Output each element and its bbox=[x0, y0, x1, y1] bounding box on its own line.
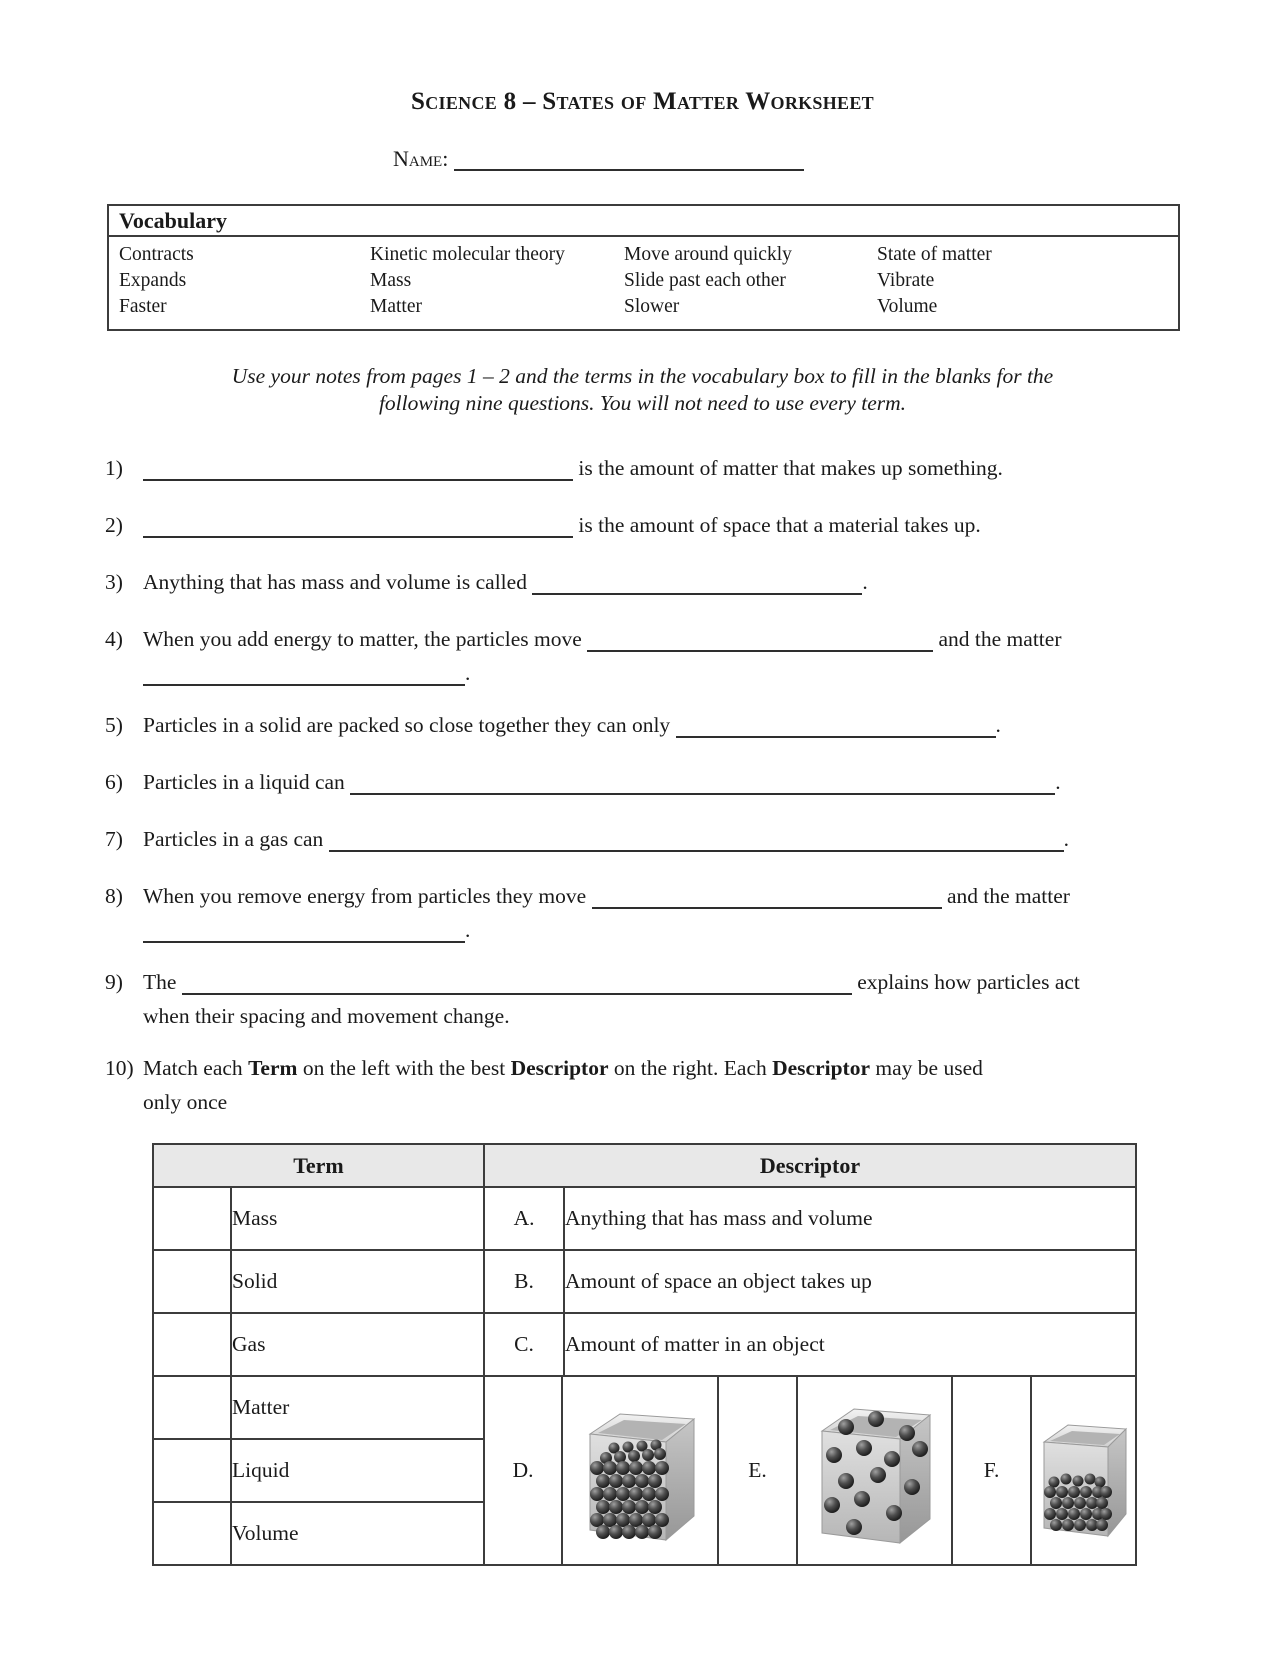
answer-blank bbox=[143, 512, 573, 538]
vocabulary-box bbox=[107, 204, 1180, 331]
question-text: is the amount of matter that makes up something. bbox=[578, 456, 1003, 480]
vocabulary-terms bbox=[109, 237, 1178, 329]
image-cell bbox=[563, 1377, 719, 1564]
question-text: Particles in a solid are packed so close together they can only bbox=[143, 713, 671, 737]
term-cell: Mass bbox=[231, 1187, 484, 1250]
question-9 bbox=[105, 965, 1180, 1033]
instructions-line: Use your notes from pages 1 – 2 and the terms in the vocabulary box to fill in the blanks for the bbox=[231, 364, 1054, 388]
answer-blank-cell bbox=[153, 1313, 231, 1376]
name-label: Name: bbox=[393, 146, 449, 171]
term-cell: Gas bbox=[231, 1313, 484, 1376]
worksheet-page bbox=[0, 88, 1280, 1566]
question-number: 9) bbox=[105, 970, 123, 994]
instructions-line: following nine questions. You will not need to use every term. bbox=[378, 391, 907, 415]
vocabulary-row bbox=[119, 268, 1178, 294]
letter-cell: A. bbox=[484, 1187, 564, 1250]
question-text: . bbox=[1063, 827, 1070, 851]
question-1 bbox=[105, 451, 1180, 485]
answer-blank bbox=[143, 455, 573, 481]
question-text: The bbox=[143, 970, 177, 994]
question-number: 7) bbox=[105, 827, 123, 851]
vocab-term: Mass bbox=[370, 270, 412, 291]
question-continuation bbox=[143, 656, 1180, 690]
answer-blank bbox=[143, 660, 465, 686]
letter-cell: E. bbox=[719, 1377, 798, 1564]
gas-particles-image bbox=[812, 1393, 937, 1548]
page-title: Science 8 – States of Matter Worksheet bbox=[411, 88, 874, 115]
answer-blank-cell bbox=[153, 1250, 231, 1313]
question-text: . bbox=[862, 570, 868, 594]
term-cell: Solid bbox=[231, 1250, 484, 1313]
vocab-term: Faster bbox=[119, 296, 167, 317]
question-text: Match each bbox=[143, 1056, 249, 1080]
question-7 bbox=[105, 822, 1180, 856]
answer-blank bbox=[329, 826, 1064, 852]
vocab-term: Matter bbox=[370, 296, 422, 317]
question-text: When you remove energy from particles they move bbox=[143, 884, 587, 908]
question-5 bbox=[105, 708, 1180, 742]
question-continuation: when their spacing and movement change. bbox=[143, 1004, 510, 1028]
question-number: 6) bbox=[105, 770, 123, 794]
image-cell bbox=[798, 1377, 953, 1564]
question-text: on the right. Each bbox=[608, 1056, 773, 1080]
answer-blank bbox=[143, 917, 465, 943]
table-row bbox=[153, 1313, 1136, 1376]
vocab-term: Move around quickly bbox=[624, 244, 792, 265]
question-number: 10) bbox=[105, 1056, 134, 1080]
answer-blank bbox=[182, 969, 852, 995]
descriptor-cell: Amount of matter in an object bbox=[564, 1313, 1136, 1376]
answer-blank bbox=[350, 769, 1055, 795]
match-table bbox=[152, 1143, 1137, 1566]
answer-blank bbox=[592, 883, 942, 909]
question-number: 2) bbox=[105, 513, 123, 537]
match-table-header-row bbox=[153, 1144, 1136, 1187]
term-cell: Matter bbox=[231, 1376, 484, 1439]
descriptor-header-cell: Descriptor bbox=[484, 1144, 1136, 1187]
question-10 bbox=[105, 1051, 1180, 1119]
question-text: explains how particles act bbox=[857, 970, 1080, 994]
question-3 bbox=[105, 565, 1180, 599]
table-row bbox=[153, 1187, 1136, 1250]
question-2 bbox=[105, 508, 1180, 542]
vocab-term: Contracts bbox=[119, 244, 194, 265]
question-text: may be used bbox=[870, 1056, 983, 1080]
question-text: and the matter bbox=[938, 627, 1062, 651]
question-text: Anything that has mass and volume is called bbox=[143, 570, 527, 594]
question-number: 3) bbox=[105, 570, 123, 594]
question-number: 4) bbox=[105, 627, 123, 651]
vocab-term: Slide past each other bbox=[624, 270, 786, 291]
liquid-particles-image bbox=[1036, 1412, 1131, 1540]
term-cell: Volume bbox=[231, 1502, 484, 1565]
question-6 bbox=[105, 765, 1180, 799]
answer-blank bbox=[676, 712, 996, 738]
question-text-bold: Descriptor bbox=[510, 1056, 609, 1080]
question-text-bold: Term bbox=[248, 1056, 298, 1080]
question-number: 8) bbox=[105, 884, 123, 908]
answer-blank-cell bbox=[153, 1502, 231, 1565]
answer-blank-cell bbox=[153, 1376, 231, 1439]
question-text: on the left with the best bbox=[297, 1056, 511, 1080]
question-text-bold: Descriptor bbox=[772, 1056, 871, 1080]
question-continuation: only once bbox=[143, 1090, 228, 1114]
answer-blank bbox=[532, 569, 862, 595]
question-continuation bbox=[143, 913, 1180, 947]
image-cell bbox=[1032, 1377, 1135, 1564]
table-row bbox=[153, 1376, 1136, 1439]
letter-cell: C. bbox=[484, 1313, 564, 1376]
question-8 bbox=[105, 879, 1180, 947]
vocab-term: Kinetic molecular theory bbox=[370, 244, 565, 265]
question-number: 1) bbox=[105, 456, 123, 480]
question-text: . bbox=[1055, 770, 1061, 794]
vocabulary-header: Vocabulary bbox=[109, 206, 1178, 237]
table-row bbox=[153, 1250, 1136, 1313]
questions-list bbox=[105, 451, 1180, 1119]
vocab-term: Expands bbox=[119, 270, 187, 291]
question-text: When you add energy to matter, the particles move bbox=[143, 627, 582, 651]
descriptor-cell: Anything that has mass and volume bbox=[564, 1187, 1136, 1250]
vocabulary-row bbox=[119, 294, 1178, 320]
letter-cell: D. bbox=[485, 1377, 563, 1564]
question-text: . bbox=[465, 918, 471, 942]
question-number: 5) bbox=[105, 713, 123, 737]
term-header-cell: Term bbox=[153, 1144, 484, 1187]
question-text: Particles in a liquid can bbox=[143, 770, 345, 794]
question-text: . bbox=[995, 713, 1001, 737]
vocab-term: Volume bbox=[877, 296, 938, 317]
vocab-term: Slower bbox=[624, 296, 680, 317]
answer-blank-cell bbox=[153, 1439, 231, 1502]
descriptor-cell: Amount of space an object takes up bbox=[564, 1250, 1136, 1313]
question-text: Particles in a gas can bbox=[143, 827, 324, 851]
letter-cell: F. bbox=[953, 1377, 1032, 1564]
vocabulary-row bbox=[119, 242, 1178, 268]
vocab-term: State of matter bbox=[877, 244, 992, 265]
term-cell: Liquid bbox=[231, 1439, 484, 1502]
image-options-cell bbox=[484, 1376, 1136, 1565]
instructions bbox=[105, 363, 1180, 417]
question-text: is the amount of space that a material takes up. bbox=[578, 513, 981, 537]
answer-blank-cell bbox=[153, 1187, 231, 1250]
solid-particles-image bbox=[580, 1398, 700, 1543]
question-text: and the matter bbox=[946, 884, 1070, 908]
vocab-term: Vibrate bbox=[877, 270, 935, 291]
question-4 bbox=[105, 622, 1180, 690]
question-text: . bbox=[465, 661, 471, 685]
image-options-row bbox=[485, 1377, 1135, 1564]
name-row bbox=[393, 146, 1180, 172]
answer-blank bbox=[587, 626, 933, 652]
name-blank-line bbox=[454, 147, 804, 171]
letter-cell: B. bbox=[484, 1250, 564, 1313]
